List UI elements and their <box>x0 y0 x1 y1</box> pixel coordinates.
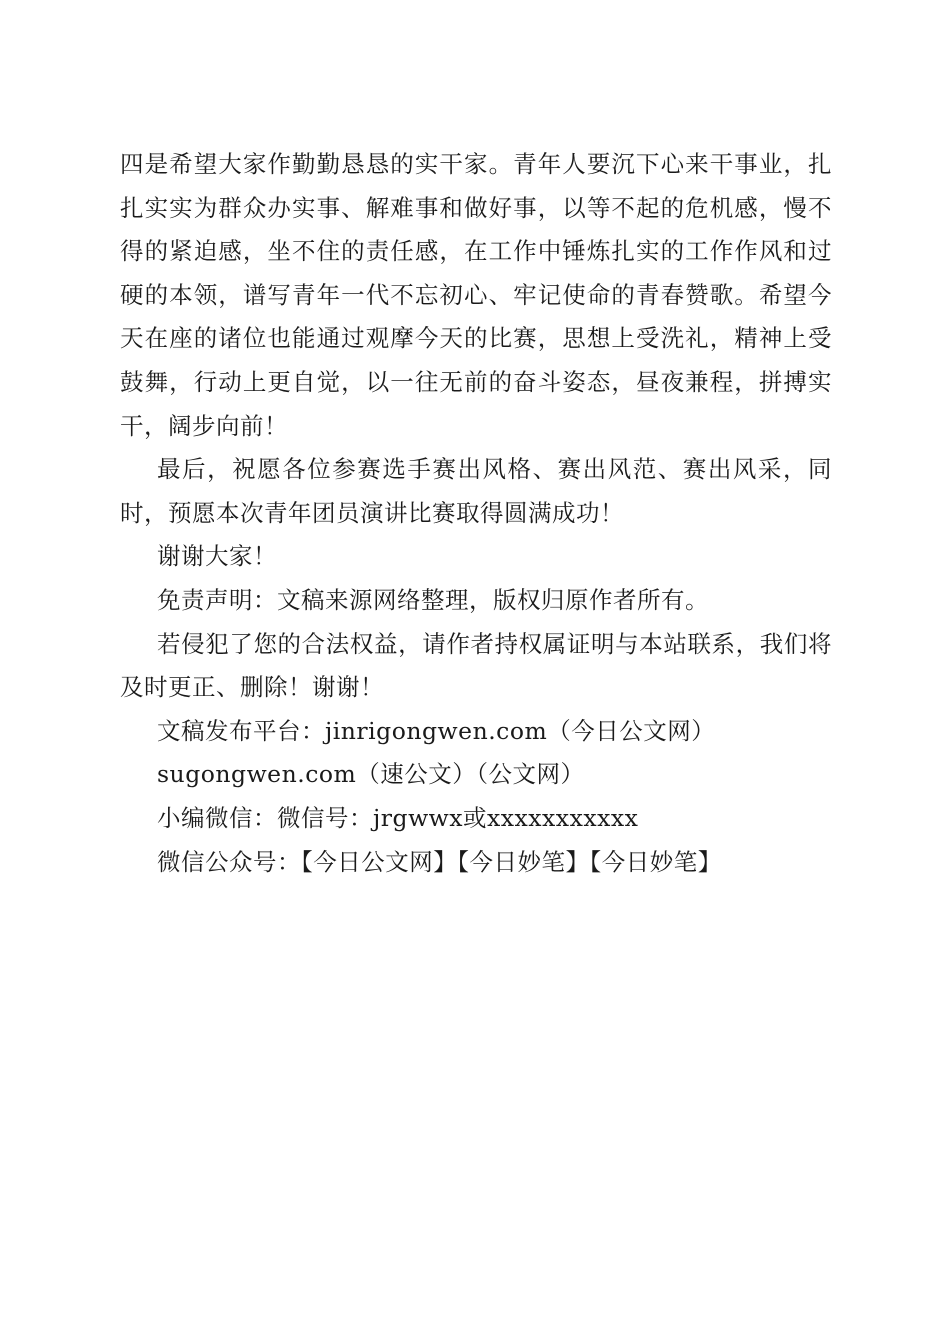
paragraph-hardworking: 四是希望大家作勤勤恳恳的实干家。青年人要沉下心来干事业，扎扎实实为群众办实事、解难事和做好事，以等不起的危机感，慢不得的紧迫感，坐不住的责任感，在工作中锤炼扎实的工作作风和过硬的本领，谱写青年一代不忘初心、牢记使命的青春赞歌。希望今天在座的诸位也能通过观摩今天的比赛，思想上受洗礼，精神上受鼓舞，行动上更自觉，以一往无前的奋斗姿态，昼夜兼程，拼搏实干，阔步向前！ <box>120 150 832 440</box>
paragraph-closing-wishes: 最后，祝愿各位参赛选手赛出风格、赛出风范、赛出风采，同时，预愿本次青年团员演讲比赛取得圆满成功！ <box>120 455 832 527</box>
paragraph-editor-wechat: 小编微信：微信号：jrgwwx或xxxxxxxxxxx <box>157 803 639 832</box>
paragraph-infringement-notice: 若侵犯了您的合法权益，请作者持权属证明与本站联系，我们将及时更正、删除！谢谢！ <box>120 629 832 702</box>
paragraph-official-accounts: 微信公众号：【今日公文网】【今日妙笔】【今日妙笔】 <box>157 847 722 876</box>
paragraph-publish-platform: 文稿发布平台：jinrigongwen.com（今日公文网） <box>157 716 716 745</box>
paragraph-thanks: 谢谢大家！ <box>157 542 277 571</box>
paragraph-disclaimer: 免责声明：文稿来源网络整理，版权归原作者所有。 <box>157 585 709 614</box>
document-body <box>120 143 832 884</box>
paragraph-alt-site: sugongwen.com（速公文）（公文网） <box>157 760 585 789</box>
